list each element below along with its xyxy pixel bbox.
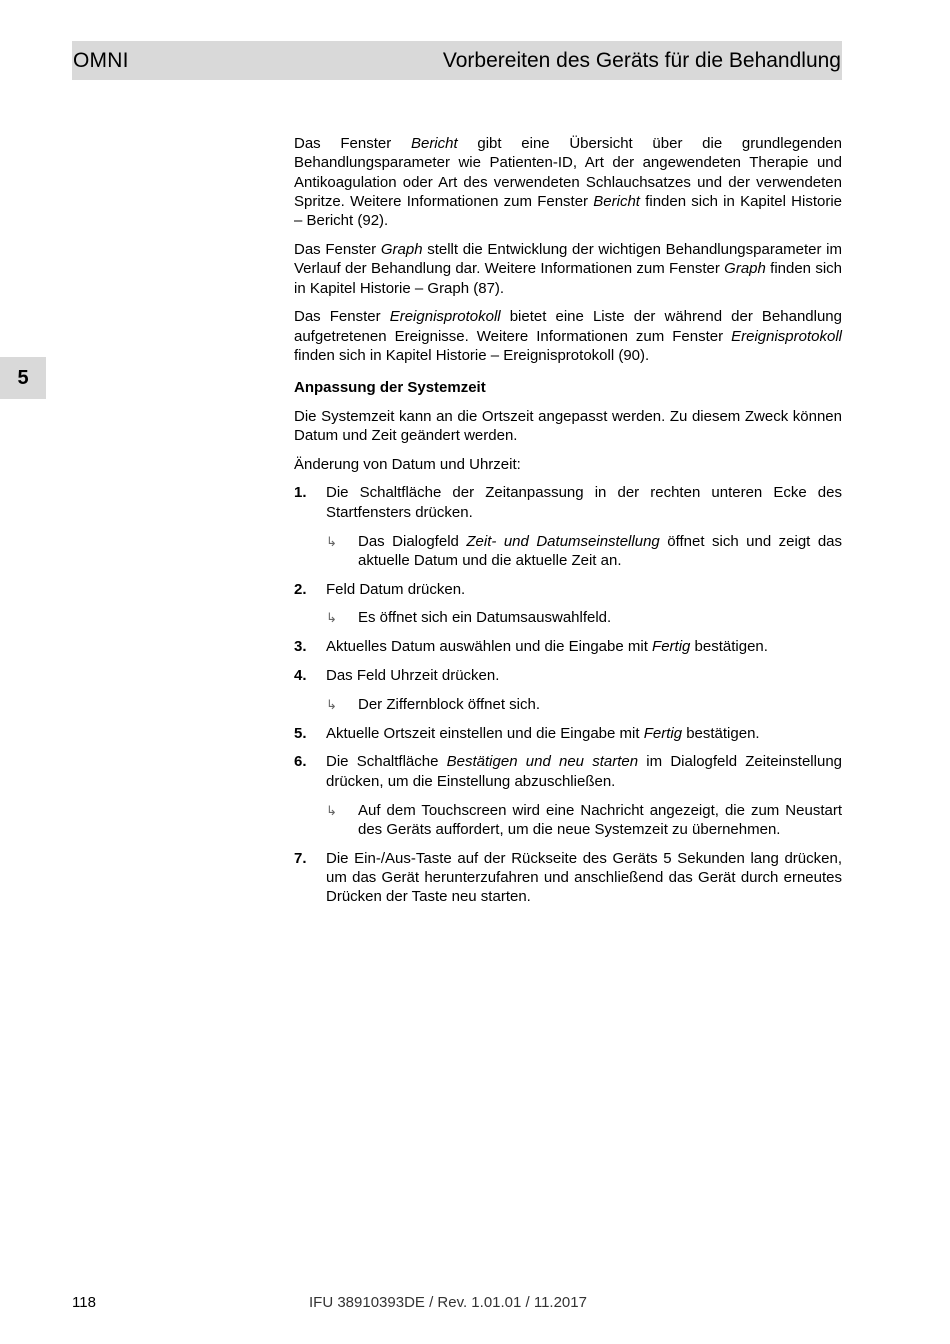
step-number: 3.: [294, 638, 307, 656]
step-3: [294, 637, 842, 656]
step-number: 4.: [294, 667, 307, 685]
step-text: Die Schaltfläche der Zeitanpassung in der rechten unteren Ecke des Startfensters drücken.: [326, 484, 842, 521]
step-text: Die Ein-/Aus-Taste auf der Rückseite des Geräts 5 Sekunden lang drücken, um das Gerät herunterzufahren und anschließend das Gerät durch erneutes Drücken der Taste neu starten.: [326, 849, 842, 906]
result-text: Der Ziffernblock öffnet sich.: [358, 695, 541, 713]
result-text: Auf dem Touchscreen wird eine Nachricht angezeigt, die zum Neustart des Geräts auffordert, um die neue Systemzeit zu übernehmen.: [358, 801, 842, 838]
header-brand: OMNI: [73, 48, 129, 72]
step-2: [294, 580, 842, 599]
step-1-result: [326, 532, 842, 571]
paragraph-graph: Das Fenster Graph stellt die Entwicklung der wichtigen Behandlungsparameter im Verlauf der Behandlung dar. Weitere Informationen zum Fenster Graph finden sich in Kapitel Historie – Graph (87).: [294, 240, 842, 297]
step-number: 1.: [294, 484, 307, 502]
paragraph-ereignisprotokoll: Das Fenster Ereignisprotokoll bietet eine Liste der während der Behandlung aufgetretenen Ereignisse. Weitere Informationen zum Fenster Ereignisprotokoll finden sich in Kapitel Historie – Ereignisprotokoll (90).: [294, 308, 842, 364]
paragraph-bericht: Das Fenster Bericht gibt eine Übersicht über die grundlegenden Behandlungsparameter wie Patienten-ID, Art der angewendeten Therapie und Antikoagulation oder Art des verwendeten Schlauchsatzes und der verwendeten Spritze. Weitere Informationen zum Fenster Bericht finden sich in Kapitel Historie – Bericht (92).: [294, 135, 842, 230]
step-6-result: [326, 801, 842, 840]
section-heading: Anpassung der Systemzeit: [294, 379, 486, 397]
step-5: [294, 724, 842, 743]
step-4-result: [326, 695, 842, 714]
result-text: Es öffnet sich ein Datumsauswahlfeld.: [358, 609, 612, 627]
step-text: Die Schaltfläche Bestätigen und neu starten im Dialogfeld Zeiteinstellung drücken, um die Einstellung abzuschließen.: [326, 753, 842, 790]
step-number: 6.: [294, 753, 307, 771]
arrow-result-icon: ↳: [326, 696, 337, 712]
step-text: Das Feld Uhrzeit drücken.: [326, 667, 500, 685]
page-header: [72, 41, 842, 80]
step-1: [294, 483, 842, 522]
step-6: [294, 752, 842, 791]
result-text: Das Dialogfeld Zeit- und Datumseinstellung öffnet sich und zeigt das aktuelle Datum und die aktuelle Zeit an.: [358, 532, 843, 569]
step-2-result: [326, 608, 842, 627]
document-reference: IFU 38910393DE / Rev. 1.01.01 / 11.2017: [309, 1294, 587, 1311]
step-text: Aktuelle Ortszeit einstellen und die Eingabe mit Fertig bestätigen.: [326, 724, 760, 742]
step-7: [294, 849, 842, 907]
lead-paragraph: Änderung von Datum und Uhrzeit:: [294, 455, 521, 473]
main-content: [294, 134, 842, 916]
step-4: [294, 666, 842, 685]
arrow-result-icon: ↳: [326, 533, 337, 549]
chapter-tab: 5: [0, 357, 46, 399]
step-number: 7.: [294, 849, 307, 867]
arrow-result-icon: ↳: [326, 802, 337, 818]
step-text: Aktuelles Datum auswählen und die Eingabe mit Fertig bestätigen.: [326, 638, 768, 656]
page-number: 118: [72, 1294, 96, 1311]
step-text: Feld Datum drücken.: [326, 580, 466, 598]
step-number: 5.: [294, 724, 307, 742]
arrow-result-icon: ↳: [326, 610, 337, 626]
intro-paragraph: Die Systemzeit kann an die Ortszeit angepasst werden. Zu diesem Zweck können Datum und Zeit geändert werden.: [294, 407, 842, 444]
step-number: 2.: [294, 580, 307, 598]
header-title: Vorbereiten des Geräts für die Behandlung: [442, 48, 841, 72]
